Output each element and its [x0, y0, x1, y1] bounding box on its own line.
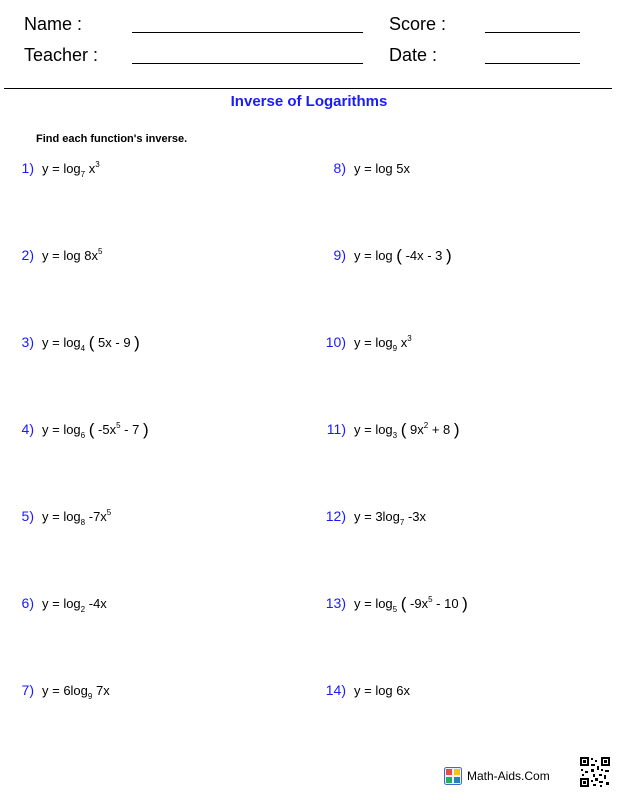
problem-2 [10, 247, 102, 263]
problem-number: 12) [325, 508, 346, 524]
brand-text[interactable]: Math-Aids.Com [467, 769, 550, 783]
problem-10 [320, 334, 412, 353]
equation-text: y = log 6x [354, 683, 411, 698]
problem-number: 11) [326, 421, 346, 437]
problem-number: 6) [21, 595, 34, 611]
equation-text: -3x [404, 509, 427, 524]
equation-text: y = log 8x [42, 248, 99, 263]
log-base: 5 [392, 605, 398, 614]
teacher-label: Teacher : [24, 45, 99, 65]
problem-number: 13) [325, 595, 346, 611]
equation-text: -4x [85, 596, 107, 611]
instructions: Find each function's inverse. [36, 133, 188, 145]
log-base: 7 [399, 518, 405, 527]
left-paren: ( [88, 420, 95, 439]
problem-number: 2) [21, 247, 34, 263]
score-label: Score : [389, 14, 447, 34]
equation-text: 7x [92, 683, 110, 698]
equation-text: y = log 5x [354, 161, 411, 176]
equation-text: y = 3log [354, 509, 400, 524]
equation-text: y = log [354, 596, 393, 611]
problem-6 [10, 595, 107, 614]
equation-text: y = log [354, 422, 393, 437]
equation-text: y = 6log [42, 683, 88, 698]
log-base: 9 [87, 692, 93, 701]
equation-text: -5x [94, 422, 117, 437]
log-base: 9 [392, 344, 398, 353]
left-paren: ( [88, 333, 95, 352]
problem-11 [320, 420, 460, 440]
problem-number: 9) [333, 247, 346, 263]
left-paren: ( [400, 594, 407, 613]
exponent: 5 [116, 421, 121, 430]
equation-text: - 10 [432, 596, 463, 611]
problem-number: 7) [21, 682, 34, 698]
name-line[interactable] [132, 32, 363, 33]
teacher-line[interactable] [132, 63, 363, 64]
exponent: 5 [428, 595, 433, 604]
name-label: Name : [24, 14, 83, 34]
equation-text: y = log [42, 422, 81, 437]
score-line[interactable] [485, 32, 580, 33]
problem-number: 3) [21, 334, 34, 350]
log-base: 7 [80, 170, 86, 179]
problem-number: 14) [325, 682, 346, 698]
equation-text: -7x [85, 509, 107, 524]
right-paren: ) [462, 594, 468, 613]
math-aids-logo-icon [444, 767, 462, 785]
qr-code-icon [579, 756, 611, 788]
equation-text: 5x - 9 [94, 335, 135, 350]
problem-14 [320, 682, 410, 698]
left-paren: ( [400, 420, 407, 439]
equation-text: y = log [42, 509, 81, 524]
exponent: 2 [423, 421, 429, 430]
date-label: Date : [389, 45, 438, 65]
problem-5 [10, 508, 112, 527]
equation-text: 9x [406, 422, 424, 437]
exponent: 5 [106, 508, 112, 517]
problem-number: 8) [333, 160, 346, 176]
exponent: 3 [407, 334, 412, 343]
right-paren: ) [134, 333, 140, 352]
problem-number: 1) [21, 160, 34, 176]
equation-text: -4x - 3 [401, 248, 447, 263]
problem-3 [10, 333, 140, 353]
equation-text: x [397, 335, 408, 350]
log-base: 4 [80, 344, 86, 353]
problem-7 [10, 682, 110, 701]
equation-text: y = log [42, 596, 81, 611]
log-base: 6 [80, 431, 86, 440]
problem-1 [10, 160, 100, 179]
date-line[interactable] [485, 63, 580, 64]
header-divider [4, 88, 612, 89]
right-paren: ) [453, 420, 460, 439]
exponent: 3 [95, 160, 100, 169]
right-paren: ) [142, 420, 149, 439]
left-paren: ( [396, 246, 402, 265]
log-base: 3 [392, 431, 398, 440]
exponent: 5 [98, 247, 103, 256]
problem-number: 10) [325, 334, 346, 350]
problem-4 [10, 420, 149, 440]
equation-text: x [85, 161, 96, 176]
problem-12 [320, 508, 427, 527]
log-base: 2 [80, 605, 86, 614]
equation-text: - 7 [120, 422, 143, 437]
equation-text: y = log [354, 248, 397, 263]
equation-text: y = log [354, 335, 393, 350]
right-paren: ) [446, 246, 452, 265]
problem-13 [320, 594, 468, 614]
equation-text: y = log [42, 161, 81, 176]
worksheet-title: Inverse of Logarithms [230, 93, 388, 110]
problem-number: 4) [21, 421, 34, 437]
equation-text: y = log [42, 335, 81, 350]
equation-text: -9x [406, 596, 429, 611]
problem-9 [320, 247, 452, 263]
equation-text: + 8 [428, 422, 454, 437]
problem-8 [320, 160, 410, 176]
problem-number: 5) [21, 508, 34, 524]
log-base: 8 [80, 518, 86, 527]
